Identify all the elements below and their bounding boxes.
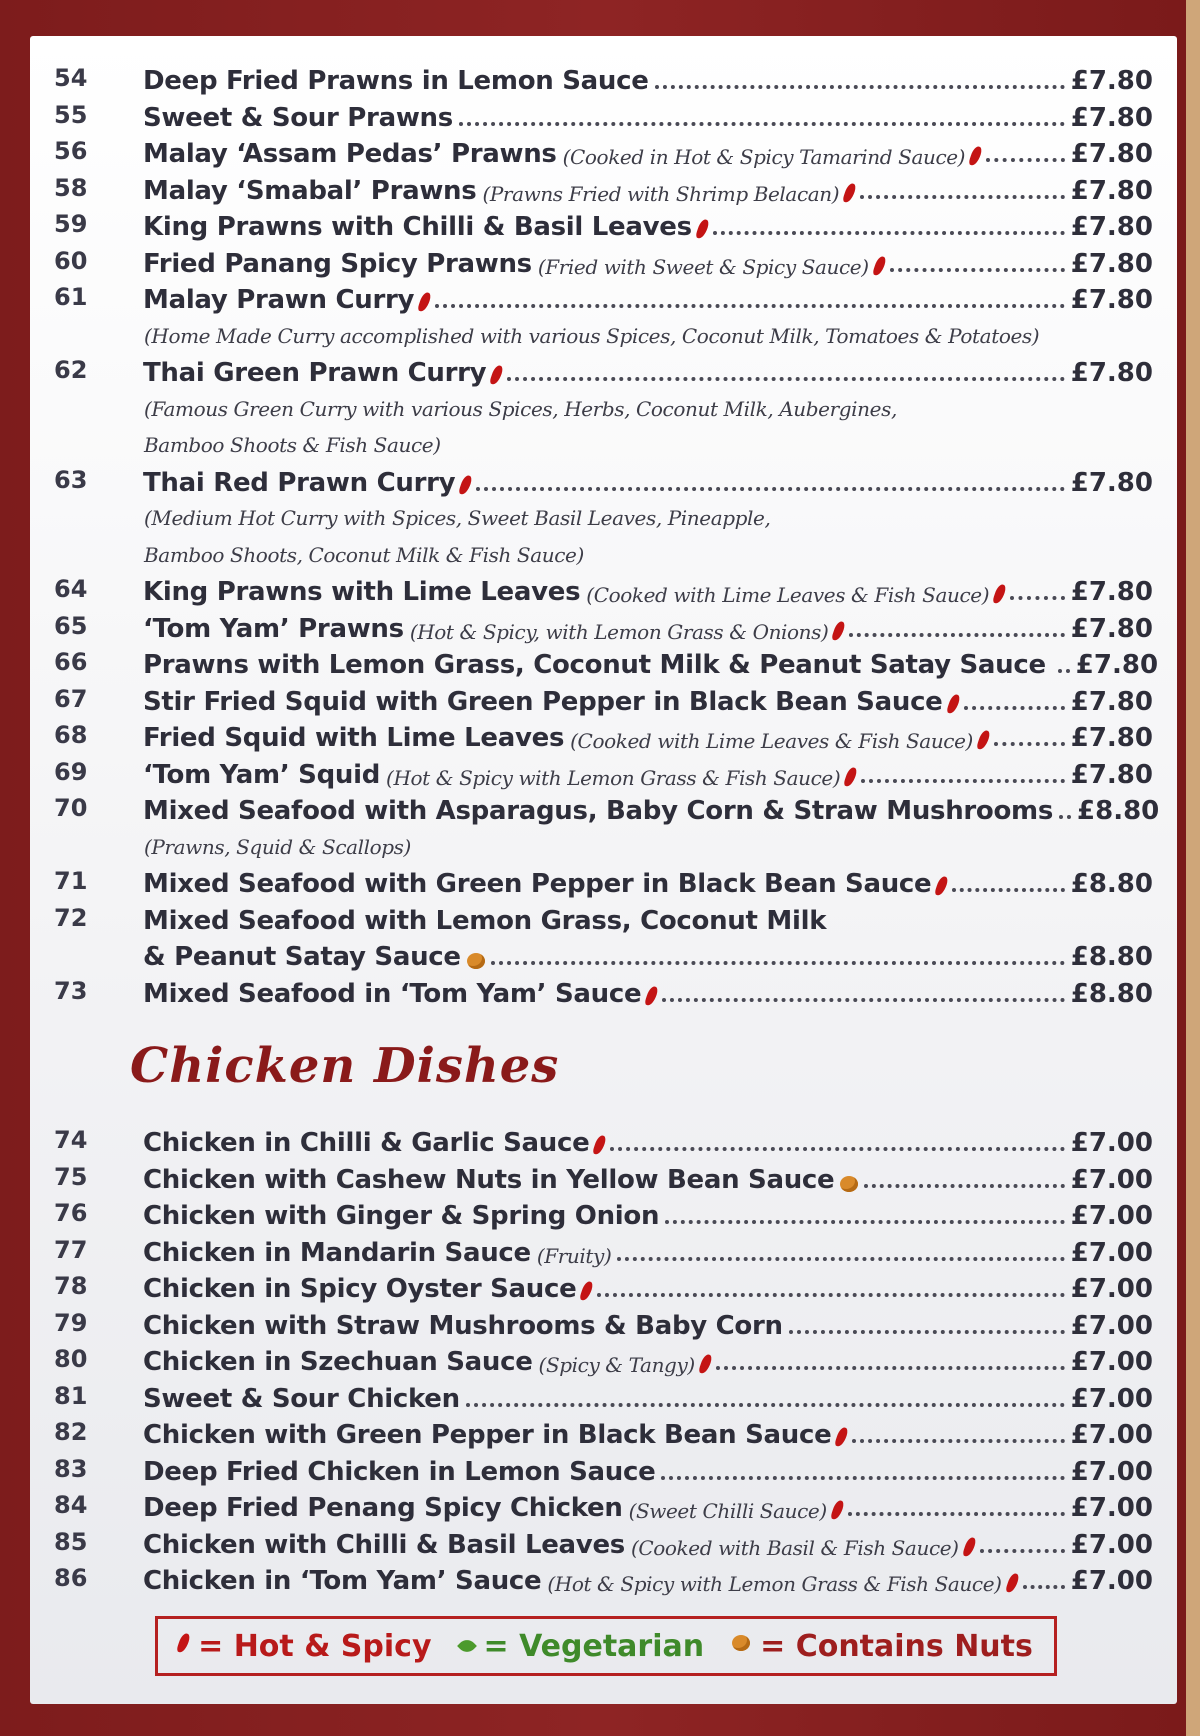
item-line bbox=[143, 1416, 1153, 1450]
item-name: Malay ‘Assam Pedas’ Prawns bbox=[143, 139, 557, 169]
item-number: 75 bbox=[54, 1162, 88, 1191]
item-name: Chicken in Szechuan Sauce bbox=[143, 1347, 533, 1377]
item-number: 54 bbox=[54, 64, 88, 92]
dot-leader bbox=[1058, 669, 1070, 673]
item-description: (Medium Hot Curry with Spices, Sweet Basil Leaves, Pineapple, bbox=[144, 506, 771, 530]
dot-leader bbox=[716, 1366, 1065, 1370]
item-number: 56 bbox=[54, 137, 88, 165]
item-line bbox=[143, 865, 1153, 899]
frame-edge bbox=[1186, 0, 1200, 1736]
item-price: £7.00 bbox=[1070, 1383, 1153, 1414]
nut-icon bbox=[467, 953, 485, 969]
item-number: 59 bbox=[54, 210, 88, 238]
item-line bbox=[143, 1489, 1153, 1523]
menu-item-row bbox=[30, 573, 1177, 610]
item-description: Bamboo Shoots, Coconut Milk & Fish Sauce) bbox=[144, 542, 584, 567]
item-name: Mixed Seafood in ‘Tom Yam’ Sauce bbox=[143, 978, 642, 1009]
desc-62-block bbox=[30, 391, 1177, 464]
menu-item-row bbox=[30, 975, 1177, 1012]
menu-item-row bbox=[30, 1526, 1177, 1563]
item-line bbox=[143, 1526, 1153, 1560]
desc-70-block bbox=[30, 829, 1177, 866]
item-line bbox=[143, 464, 1153, 498]
item-line bbox=[143, 1197, 1153, 1231]
item-price: £7.00 bbox=[1070, 1201, 1153, 1231]
item-number: 60 bbox=[54, 246, 88, 275]
chilli-icon bbox=[835, 1426, 850, 1448]
item-line bbox=[143, 1380, 1153, 1414]
item-name: Malay ‘Smabal’ Prawns bbox=[143, 175, 477, 206]
item-name: ‘Tom Yam’ Prawns bbox=[143, 613, 404, 644]
menu-item-row bbox=[30, 865, 1177, 902]
item-description: (Home Made Curry accomplished with various Spices, Coconut Milk, Tomatoes & Potatoes) bbox=[144, 323, 1040, 348]
nut-icon bbox=[840, 1176, 858, 1192]
menu-item-row bbox=[30, 1343, 1177, 1380]
menu-item-row bbox=[30, 683, 1177, 720]
item-name: Mixed Seafood with Lemon Grass, Coconut Milk bbox=[143, 905, 827, 936]
item-price: £7.80 bbox=[1070, 358, 1153, 388]
item-line bbox=[143, 573, 1153, 607]
item-name: Prawns with Lemon Grass, Coconut Milk & Peanut Satay Sauce bbox=[143, 650, 1046, 680]
dot-leader bbox=[597, 1293, 1064, 1297]
item-price: £7.80 bbox=[1070, 139, 1153, 169]
item-line bbox=[143, 62, 1153, 96]
dot-leader bbox=[864, 1184, 1064, 1188]
chilli-icon bbox=[992, 583, 1007, 605]
item-number: 65 bbox=[54, 611, 88, 640]
item-price: £7.00 bbox=[1070, 1274, 1153, 1304]
menu-item-row bbox=[30, 902, 1177, 939]
desc-63-block bbox=[30, 500, 1177, 573]
menu-item-row bbox=[30, 1307, 1177, 1344]
menu-item-row bbox=[30, 792, 1177, 829]
item-price: £7.00 bbox=[1070, 1128, 1153, 1158]
item-line bbox=[143, 1562, 1153, 1596]
item-number: 69 bbox=[54, 757, 88, 786]
item-name: Fried Panang Spicy Prawns bbox=[143, 248, 532, 279]
chilli-icon bbox=[830, 1499, 845, 1521]
item-number: 73 bbox=[54, 976, 88, 1005]
item-price: £7.00 bbox=[1070, 1347, 1153, 1377]
menu-item-row bbox=[30, 1161, 1177, 1198]
menu-item-row bbox=[30, 1124, 1177, 1161]
item-price: £7.00 bbox=[1070, 1420, 1153, 1450]
dot-leader bbox=[1059, 815, 1071, 819]
chilli-icon bbox=[962, 1536, 977, 1558]
chilli-icon bbox=[417, 291, 432, 313]
item-price: £7.00 bbox=[1070, 1493, 1153, 1523]
menu-item-row bbox=[30, 172, 1177, 209]
item-number: 70 bbox=[54, 794, 88, 822]
chilli-icon bbox=[935, 875, 950, 897]
item-line bbox=[143, 208, 1153, 242]
item-62-block bbox=[30, 354, 1177, 391]
seafood-list-mid bbox=[30, 573, 1177, 829]
legend-nuts bbox=[732, 1629, 1033, 1664]
item-price: £8.80 bbox=[1070, 978, 1153, 1009]
menu-item-row bbox=[30, 354, 1177, 391]
legend-hot-label: = Hot & Spicy bbox=[198, 1628, 432, 1664]
description-row bbox=[30, 318, 1177, 355]
item-number: 80 bbox=[54, 1345, 88, 1373]
item-line bbox=[143, 1161, 1153, 1195]
item-line bbox=[143, 646, 1159, 680]
chilli-icon bbox=[968, 145, 983, 167]
chilli-icon bbox=[946, 693, 961, 715]
item-description: (Prawns, Squid & Scallops) bbox=[144, 834, 411, 859]
item-note: (Fruity) bbox=[536, 1243, 612, 1268]
menu-item-row bbox=[30, 245, 1177, 282]
item-name: Thai Red Prawn Curry bbox=[143, 467, 456, 498]
menu-item-row bbox=[30, 646, 1177, 683]
description-row bbox=[30, 427, 1177, 464]
item-name: Chicken in ‘Tom Yam’ Sauce bbox=[143, 1566, 542, 1596]
item-note: (Cooked with Lime Leaves & Fish Sauce) bbox=[570, 729, 973, 753]
item-note: (Fried with Sweet & Spicy Sauce) bbox=[537, 254, 869, 279]
item-note: (Hot & Spicy, with Lemon Grass & Onions) bbox=[409, 619, 829, 644]
item-number: 78 bbox=[54, 1272, 88, 1300]
item-line bbox=[143, 610, 1153, 644]
desc-61-block bbox=[30, 318, 1177, 355]
item-price: £7.80 bbox=[1070, 686, 1153, 717]
item-number: 61 bbox=[54, 283, 88, 311]
chilli-icon bbox=[976, 729, 991, 751]
menu-item-row bbox=[30, 1234, 1177, 1271]
legend-hot bbox=[179, 1629, 431, 1664]
menu-item-row bbox=[30, 135, 1177, 172]
item-line bbox=[143, 1453, 1153, 1487]
item-line bbox=[143, 1343, 1153, 1377]
dot-leader bbox=[980, 1549, 1065, 1553]
description-row bbox=[30, 829, 1177, 866]
item-price: £7.80 bbox=[1070, 759, 1153, 790]
item-line bbox=[143, 172, 1153, 206]
item-name: Chicken with Chilli & Basil Leaves bbox=[143, 1529, 625, 1560]
menu-item-row bbox=[30, 1197, 1177, 1234]
item-number: 62 bbox=[54, 356, 88, 384]
chilli-icon bbox=[458, 474, 473, 496]
item-note: (Prawns Fried with Shrimp Belacan) bbox=[482, 181, 840, 206]
dot-leader bbox=[466, 1403, 1065, 1407]
item-price: £7.80 bbox=[1070, 175, 1153, 206]
section-title-chicken-dishes: Chicken Dishes bbox=[130, 1038, 560, 1094]
legend-veg-label: = Vegetarian bbox=[483, 1628, 705, 1664]
dot-leader bbox=[713, 231, 1065, 235]
item-price: £8.80 bbox=[1077, 796, 1160, 826]
menu-item-row bbox=[30, 719, 1177, 756]
item-line bbox=[143, 1307, 1153, 1341]
item-name: Chicken with Straw Mushrooms & Baby Corn bbox=[143, 1310, 783, 1341]
item-number: 77 bbox=[54, 1235, 88, 1264]
menu-item-row bbox=[30, 1562, 1177, 1599]
item-71-block bbox=[30, 865, 1177, 902]
menu-item-row bbox=[30, 62, 1177, 99]
dot-leader bbox=[665, 1220, 1065, 1224]
item-line bbox=[143, 975, 1153, 1009]
item-price: £7.80 bbox=[1075, 650, 1159, 680]
menu-page bbox=[30, 36, 1177, 1704]
dot-leader bbox=[655, 85, 1065, 89]
item-name: ‘Tom Yam’ Squid bbox=[143, 759, 381, 790]
item-number: 82 bbox=[54, 1418, 88, 1446]
item-63-block bbox=[30, 464, 1177, 501]
chilli-icon bbox=[698, 1353, 713, 1375]
item-note: (Spicy & Tangy) bbox=[538, 1353, 695, 1377]
item-name: Malay Prawn Curry bbox=[143, 285, 415, 315]
chilli-icon bbox=[832, 620, 847, 642]
menu-item-row bbox=[30, 281, 1177, 318]
item-price: £7.80 bbox=[1070, 613, 1153, 644]
item-name: King Prawns with Chilli & Basil Leaves bbox=[143, 212, 692, 242]
item-number: 84 bbox=[54, 1491, 88, 1519]
item-number: 67 bbox=[54, 684, 88, 713]
item-name: Deep Fried Chicken in Lemon Sauce bbox=[143, 1456, 656, 1487]
dot-leader bbox=[986, 158, 1065, 162]
item-note: (Cooked in Hot & Spicy Tamarind Sauce) bbox=[562, 145, 966, 169]
dot-leader bbox=[491, 961, 1065, 965]
dot-leader bbox=[1023, 1585, 1065, 1589]
item-number: 68 bbox=[54, 721, 88, 749]
dot-leader bbox=[476, 487, 1064, 491]
menu-item-row bbox=[30, 99, 1177, 136]
item-name: Chicken in Spicy Oyster Sauce bbox=[143, 1274, 577, 1304]
dot-leader bbox=[662, 998, 1064, 1002]
item-line bbox=[143, 902, 1153, 936]
item-number: 71 bbox=[54, 867, 88, 895]
item-line bbox=[143, 719, 1153, 753]
item-price: £7.80 bbox=[1070, 212, 1153, 242]
menu-item-row bbox=[30, 208, 1177, 245]
item-price: £7.80 bbox=[1070, 285, 1153, 315]
item-price: £8.80 bbox=[1070, 942, 1153, 972]
item-number: 76 bbox=[54, 1199, 88, 1227]
dot-leader bbox=[610, 1147, 1064, 1151]
item-number: 74 bbox=[54, 1126, 88, 1154]
legend-veg bbox=[460, 1629, 705, 1664]
nut-icon bbox=[732, 1635, 750, 1651]
menu-item-row bbox=[30, 1416, 1177, 1453]
item-number: 83 bbox=[54, 1454, 88, 1483]
item-number: 66 bbox=[54, 648, 88, 676]
item-name: Chicken in Mandarin Sauce bbox=[143, 1237, 531, 1268]
item-price: £7.00 bbox=[1070, 1566, 1153, 1596]
dot-leader bbox=[848, 1512, 1065, 1516]
dot-leader bbox=[964, 706, 1065, 710]
item-line bbox=[143, 281, 1153, 315]
item-price: £7.80 bbox=[1070, 723, 1153, 753]
item-name: Thai Green Prawn Curry bbox=[143, 358, 487, 388]
dot-leader bbox=[994, 742, 1065, 746]
dot-leader bbox=[860, 195, 1065, 199]
item-line bbox=[143, 1270, 1153, 1304]
item-price: £7.80 bbox=[1070, 66, 1153, 96]
chilli-icon bbox=[489, 364, 504, 386]
dot-leader bbox=[852, 1439, 1064, 1443]
item-72-block bbox=[30, 902, 1177, 975]
item-line bbox=[143, 135, 1153, 169]
item-price: £7.00 bbox=[1070, 1456, 1153, 1487]
item-number: 58 bbox=[54, 173, 88, 202]
menu-item-row-continued bbox=[30, 938, 1177, 975]
dot-leader bbox=[435, 304, 1065, 308]
chicken-list bbox=[30, 1124, 1177, 1599]
menu-item-row bbox=[30, 464, 1177, 501]
item-number: 85 bbox=[54, 1527, 88, 1556]
item-name: Sweet & Sour Chicken bbox=[143, 1383, 460, 1414]
item-line bbox=[143, 938, 1153, 972]
chilli-icon bbox=[695, 218, 710, 240]
item-line bbox=[143, 99, 1153, 133]
item-name: Fried Squid with Lime Leaves bbox=[143, 723, 565, 753]
dot-leader bbox=[789, 1330, 1065, 1334]
item-73-block bbox=[30, 975, 1177, 1012]
item-line bbox=[143, 1234, 1153, 1268]
item-name: Chicken with Cashew Nuts in Yellow Bean Sauce bbox=[143, 1164, 835, 1195]
item-price: £7.80 bbox=[1070, 102, 1153, 133]
item-name: Mixed Seafood with Green Pepper in Black Bean Sauce bbox=[143, 869, 932, 899]
item-number: 64 bbox=[54, 575, 88, 603]
dot-leader bbox=[661, 1476, 1064, 1480]
item-price: £8.80 bbox=[1070, 869, 1153, 899]
item-name: Chicken with Green Pepper in Black Bean Sauce bbox=[143, 1420, 832, 1450]
chilli-icon bbox=[1005, 1572, 1020, 1594]
item-number: 55 bbox=[54, 100, 88, 129]
item-name: Mixed Seafood with Asparagus, Baby Corn & Straw Mushrooms bbox=[143, 796, 1054, 826]
item-note: (Cooked with Lime Leaves & Fish Sauce) bbox=[586, 583, 990, 607]
menu-item-row bbox=[30, 610, 1177, 647]
item-name: Stir Fried Squid with Green Pepper in Black Bean Sauce bbox=[143, 686, 943, 717]
item-name: King Prawns with Lime Leaves bbox=[143, 577, 581, 607]
item-number: 86 bbox=[54, 1564, 88, 1592]
chilli-icon bbox=[644, 985, 659, 1007]
legend-box bbox=[155, 1616, 1057, 1676]
chilli-icon bbox=[593, 1134, 608, 1156]
item-price: £7.80 bbox=[1070, 577, 1153, 607]
item-note: (Cooked with Basil & Fish Sauce) bbox=[630, 1535, 959, 1560]
menu-item-row bbox=[30, 1453, 1177, 1490]
seafood-list-top bbox=[30, 62, 1177, 318]
item-name: Chicken in Chilli & Garlic Sauce bbox=[143, 1128, 590, 1158]
item-number: 72 bbox=[54, 903, 88, 932]
item-name: Chicken with Ginger & Spring Onion bbox=[143, 1201, 660, 1231]
item-line bbox=[143, 354, 1153, 388]
item-note: (Hot & Spicy with Lemon Grass & Fish Sauce) bbox=[547, 1572, 1002, 1596]
item-number: 63 bbox=[54, 465, 88, 494]
description-row bbox=[30, 500, 1177, 537]
dot-leader bbox=[459, 122, 1065, 126]
item-description: (Famous Green Curry with various Spices, Herbs, Coconut Milk, Aubergines, bbox=[144, 396, 897, 421]
item-name: Sweet & Sour Prawns bbox=[143, 102, 453, 133]
item-name: & Peanut Satay Sauce bbox=[143, 942, 461, 972]
dot-leader bbox=[952, 888, 1064, 892]
item-line bbox=[143, 756, 1153, 790]
dot-leader bbox=[849, 633, 1064, 637]
dot-leader bbox=[1010, 596, 1065, 600]
item-number: 81 bbox=[54, 1381, 88, 1410]
chilli-icon bbox=[842, 182, 857, 204]
item-name: Deep Fried Penang Spicy Chicken bbox=[143, 1493, 623, 1523]
menu-item-row bbox=[30, 1380, 1177, 1417]
chilli-icon bbox=[843, 766, 858, 788]
item-line bbox=[143, 792, 1160, 826]
leaf-icon bbox=[457, 1636, 477, 1656]
chilli-icon bbox=[176, 1632, 191, 1654]
item-line bbox=[143, 683, 1153, 717]
item-description: Bamboo Shoots & Fish Sauce) bbox=[144, 433, 441, 457]
item-price: £7.00 bbox=[1070, 1164, 1153, 1195]
item-number: 79 bbox=[54, 1308, 88, 1337]
chilli-icon bbox=[872, 255, 887, 277]
item-note: (Sweet Chilli Sauce) bbox=[628, 1499, 827, 1523]
menu-item-row bbox=[30, 756, 1177, 793]
item-name: Deep Fried Prawns in Lemon Sauce bbox=[143, 66, 649, 96]
description-row bbox=[30, 537, 1177, 574]
dot-leader bbox=[617, 1257, 1064, 1261]
item-price: £7.00 bbox=[1070, 1237, 1153, 1268]
item-note: (Hot & Spicy with Lemon Grass & Fish Sauce) bbox=[386, 765, 841, 790]
description-row bbox=[30, 391, 1177, 428]
legend-nuts-label: = Contains Nuts bbox=[760, 1628, 1033, 1664]
item-price: £7.00 bbox=[1070, 1310, 1153, 1341]
item-price: £7.80 bbox=[1070, 467, 1153, 498]
dot-leader bbox=[507, 377, 1064, 381]
chilli-icon bbox=[580, 1280, 595, 1302]
menu-item-row bbox=[30, 1270, 1177, 1307]
dot-leader bbox=[890, 268, 1065, 272]
item-line bbox=[143, 1124, 1153, 1158]
dot-leader bbox=[861, 779, 1065, 783]
item-price: £7.00 bbox=[1070, 1529, 1153, 1560]
item-line bbox=[143, 245, 1153, 279]
menu-item-row bbox=[30, 1489, 1177, 1526]
item-price: £7.80 bbox=[1070, 248, 1153, 279]
